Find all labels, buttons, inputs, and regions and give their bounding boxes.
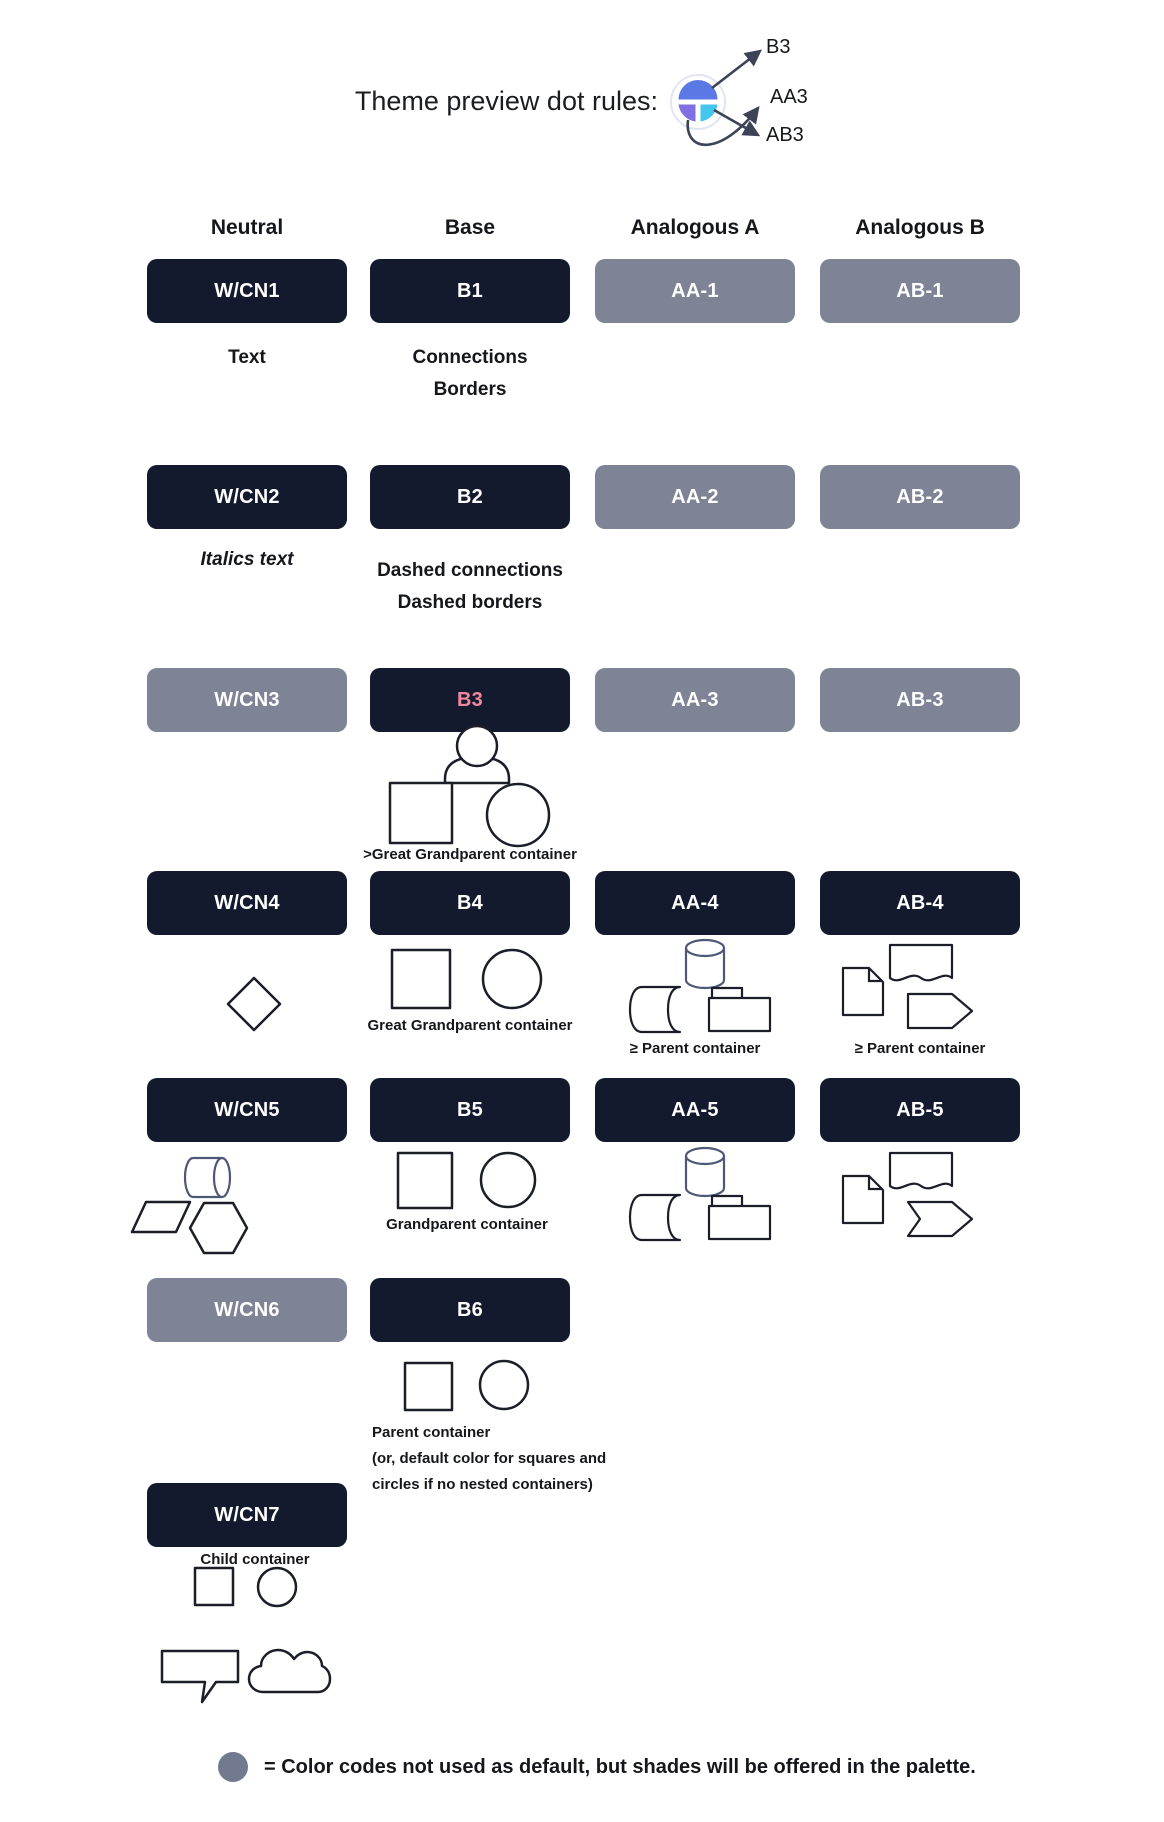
- note-b6-line2: (or, default color for squares and: [372, 1450, 607, 1467]
- diamond-shape: [228, 978, 280, 1030]
- swatch-aa4: AA-4: [595, 871, 795, 935]
- document-shape: [843, 1176, 883, 1223]
- wcn5-shapes-group: [125, 1150, 260, 1260]
- swatch-b2: B2: [370, 465, 570, 529]
- note-dashed-borders: Dashed borders: [397, 592, 543, 613]
- column-header-analogous-a: Analogous A: [630, 216, 760, 239]
- b6-shapes-group: [400, 1358, 535, 1414]
- curved-card-shape: [630, 1195, 680, 1240]
- swatch-ab4: AB-4: [820, 871, 1020, 935]
- legend-text: = Color codes not used as default, but shades will be offered in the palette.: [264, 1756, 976, 1778]
- swatch-aa5: AA-5: [595, 1078, 795, 1142]
- note-dashed-connections: Dashed connections: [377, 560, 563, 581]
- page-title: Theme preview dot rules:: [354, 86, 658, 116]
- frame-shape: [709, 998, 770, 1031]
- dot-rule-label-b3: B3: [766, 36, 791, 58]
- ab5-shapes-group: [838, 1146, 988, 1246]
- swatch-wcn6: W/CN6: [147, 1278, 347, 1342]
- person-head-icon: [457, 726, 497, 766]
- dot-rule-label-aa3: AA3: [770, 86, 808, 108]
- note-b6-line1: Parent container: [372, 1424, 491, 1441]
- wavy-document-shape: [890, 1153, 952, 1188]
- swatch-ab5: AB-5: [820, 1078, 1020, 1142]
- hexagon-shape: [190, 1203, 247, 1253]
- note-text: Text: [228, 347, 266, 368]
- aa4-shapes-group: [628, 936, 778, 1036]
- swatch-ab3: AB-3: [820, 668, 1020, 732]
- swatch-ab1: AB-1: [820, 259, 1020, 323]
- b5-shapes-group: [394, 1149, 544, 1213]
- arrow-to-b3: [712, 51, 760, 88]
- note-italics-text: Italics text: [200, 549, 294, 570]
- swatch-b4: B4: [370, 871, 570, 935]
- chevron-shape: [908, 994, 972, 1028]
- note-b6-line3: circles if no nested containers): [372, 1476, 593, 1493]
- b4-shapes-group: [388, 946, 548, 1014]
- square-shape: [392, 950, 450, 1008]
- horizontal-cylinder-end-icon: [214, 1158, 230, 1197]
- circle-shape: [483, 950, 541, 1008]
- note-b4-shapes: Great Grandparent container: [367, 1017, 573, 1034]
- column-header-analogous-b: Analogous B: [855, 216, 985, 239]
- wcn7-shapes-group: [190, 1563, 305, 1613]
- note-ab4-shapes: ≥ Parent container: [854, 1040, 986, 1057]
- dot-rule-label-ab3: AB3: [766, 124, 804, 146]
- parallelogram-shape: [132, 1202, 190, 1232]
- circle-shape: [480, 1361, 528, 1409]
- square-shape: [398, 1153, 452, 1208]
- swatch-wcn5: W/CN5: [147, 1078, 347, 1142]
- swatch-b3: B3: [370, 668, 570, 732]
- speech-bubble-shape: [162, 1651, 238, 1702]
- note-borders: Borders: [433, 379, 507, 400]
- square-shape: [195, 1568, 233, 1605]
- square-shape: [405, 1363, 452, 1410]
- wavy-document-shape: [890, 945, 952, 980]
- swatch-wcn4: W/CN4: [147, 871, 347, 935]
- swatch-wcn7: W/CN7: [147, 1483, 347, 1547]
- frame-shape: [709, 1206, 770, 1239]
- swatch-b5: B5: [370, 1078, 570, 1142]
- b3-shapes-group: [385, 723, 565, 851]
- legend-dot: [218, 1752, 248, 1782]
- bubble-cloud-group: [155, 1638, 340, 1708]
- wcn4-shapes-group: [225, 975, 283, 1033]
- swatch-aa2: AA-2: [595, 465, 795, 529]
- swatch-b1: B1: [370, 259, 570, 323]
- note-b5-shapes: Grandparent container: [386, 1216, 548, 1233]
- swatch-ab2: AB-2: [820, 465, 1020, 529]
- notched-chevron-shape: [908, 1202, 972, 1236]
- aa5-shapes-group: [628, 1144, 778, 1244]
- circle-shape: [481, 1153, 535, 1207]
- cloud-shape: [249, 1650, 330, 1692]
- swatch-aa1: AA-1: [595, 259, 795, 323]
- note-connections: Connections: [412, 347, 528, 368]
- swatch-wcn1: W/CN1: [147, 259, 347, 323]
- column-header-neutral: Neutral: [210, 216, 284, 239]
- ab4-shapes-group: [838, 938, 988, 1038]
- circle-shape: [258, 1568, 296, 1606]
- cylinder-top-icon: [686, 1148, 724, 1164]
- swatch-b6: B6: [370, 1278, 570, 1342]
- circle-shape: [487, 784, 549, 846]
- curved-card-shape: [630, 987, 680, 1032]
- note-aa4-shapes: ≥ Parent container: [629, 1040, 761, 1057]
- square-shape: [390, 783, 452, 843]
- swatch-aa3: AA-3: [595, 668, 795, 732]
- column-header-base: Base: [444, 216, 496, 239]
- note-wcn7-shapes: Child container: [200, 1551, 310, 1568]
- swatch-wcn2: W/CN2: [147, 465, 347, 529]
- swatch-wcn3: W/CN3: [147, 668, 347, 732]
- cylinder-top-icon: [686, 940, 724, 956]
- document-shape: [843, 968, 883, 1015]
- note-b3-shapes: >Great Grandparent container: [363, 846, 577, 863]
